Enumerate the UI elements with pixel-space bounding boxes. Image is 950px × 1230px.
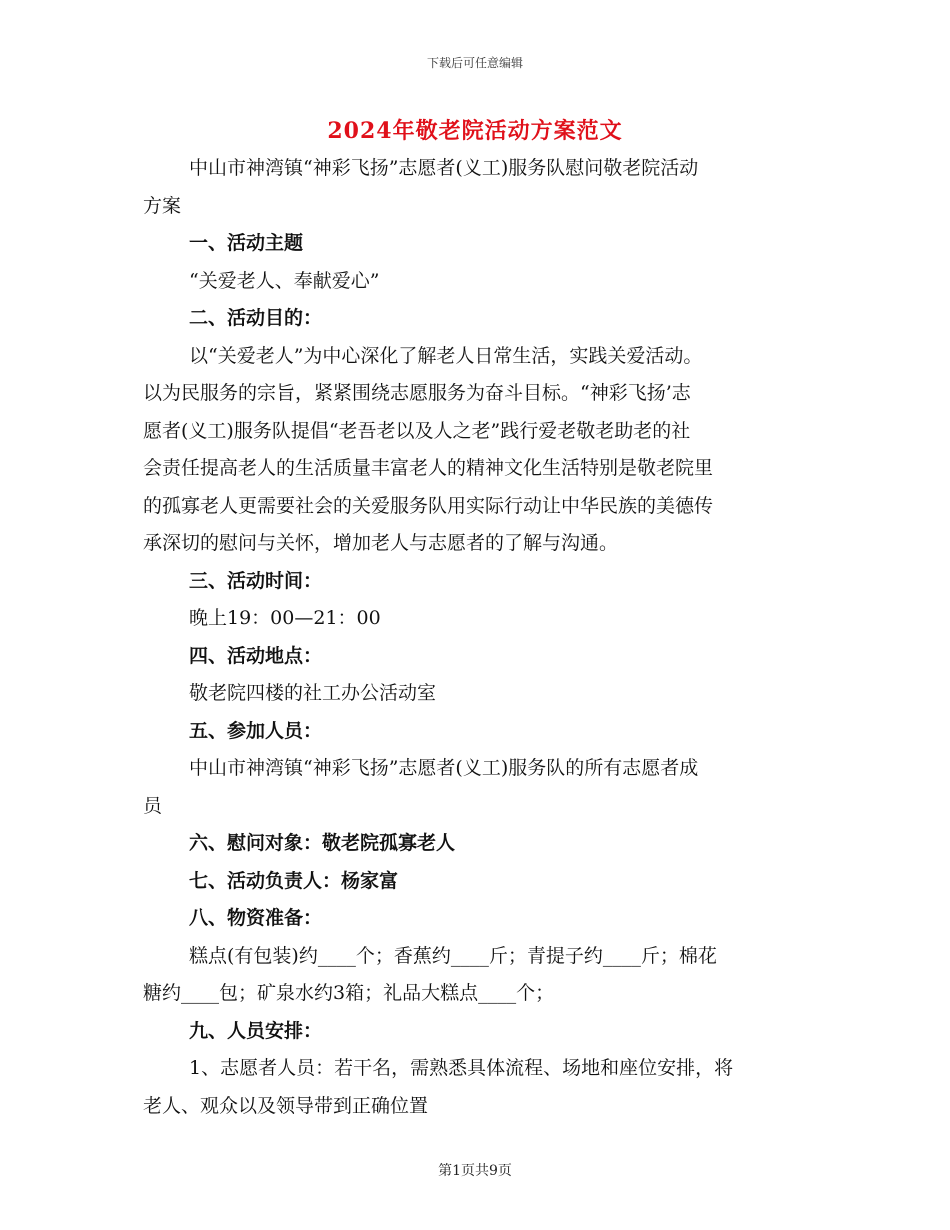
- section-heading: 九、人员安排：: [189, 1019, 323, 1042]
- body-text-line: 中山市神湾镇“神彩飞扬”志愿者(义工)服务队慰问敬老院活动: [189, 157, 699, 179]
- section-heading: 五、参加人员：: [189, 719, 323, 742]
- section-heading: 七、活动负责人：杨家富: [189, 869, 399, 892]
- body-text-line: 方案: [143, 194, 182, 217]
- section-heading: 二、活动目的：: [189, 307, 323, 329]
- body-text-line: 愿者(义工)服务队提倡“老吾老以及人之老”践行爱老敬老助老的社: [143, 419, 691, 442]
- body-text-line: 1、志愿者人员：若干名，需熟悉具体流程、场地和座位安排，将: [189, 1057, 734, 1079]
- body-text-line: 以“关爱老人”为中心深化了解老人日常生活，实践关爱活动。: [189, 344, 703, 367]
- section-heading: 四、活动地点：: [189, 644, 323, 667]
- document-body: [143, 150, 811, 1125]
- body-text-line: 糖约____包；矿泉水约3箱；礼品大糕点____个；: [143, 982, 555, 1004]
- body-text-line: 晚上19：00—21：00: [189, 607, 381, 629]
- section-heading: 一、活动主题: [189, 232, 304, 254]
- section-heading: 八、物资准备：: [189, 907, 323, 929]
- page-footer: 第1页共9页: [438, 1163, 512, 1179]
- body-text-line: 员: [143, 794, 163, 817]
- body-text-line: 敬老院四楼的社工办公活动室: [189, 682, 437, 704]
- body-text-line: 老人、观众以及领导带到正确位置: [143, 1094, 429, 1117]
- header-note: 下载后可任意编辑: [426, 56, 523, 70]
- document-title: 2024年敬老院活动方案范文: [327, 118, 623, 144]
- body-text-line: 以为民服务的宗旨，紧紧围绕志愿服务为奋斗目标。“神彩飞扬’志: [143, 382, 691, 404]
- body-text-line: 中山市神湾镇“神彩飞扬”志愿者(义工)服务队的所有志愿者成: [189, 757, 699, 779]
- body-text-line: 的孤寡老人更需要社会的关爱服务队用实际行动让中华民族的美德传: [143, 494, 714, 517]
- body-text-line: “关爱老人、奉献爱心”: [189, 269, 380, 292]
- body-text-line: 糕点(有包装)约____个；香蕉约____斤；青提子约____斤；棉花: [189, 944, 717, 967]
- body-text-line: 会责任提高老人的生活质量丰富老人的精神文化生活特别是敬老院里: [143, 457, 714, 479]
- section-heading: 三、活动时间：: [189, 569, 323, 592]
- section-heading: 六、慰问对象：敬老院孤寡老人: [189, 832, 456, 854]
- body-text-line: 承深切的慰问与关怀，增加老人与志愿者的了解与沟通。: [143, 532, 619, 554]
